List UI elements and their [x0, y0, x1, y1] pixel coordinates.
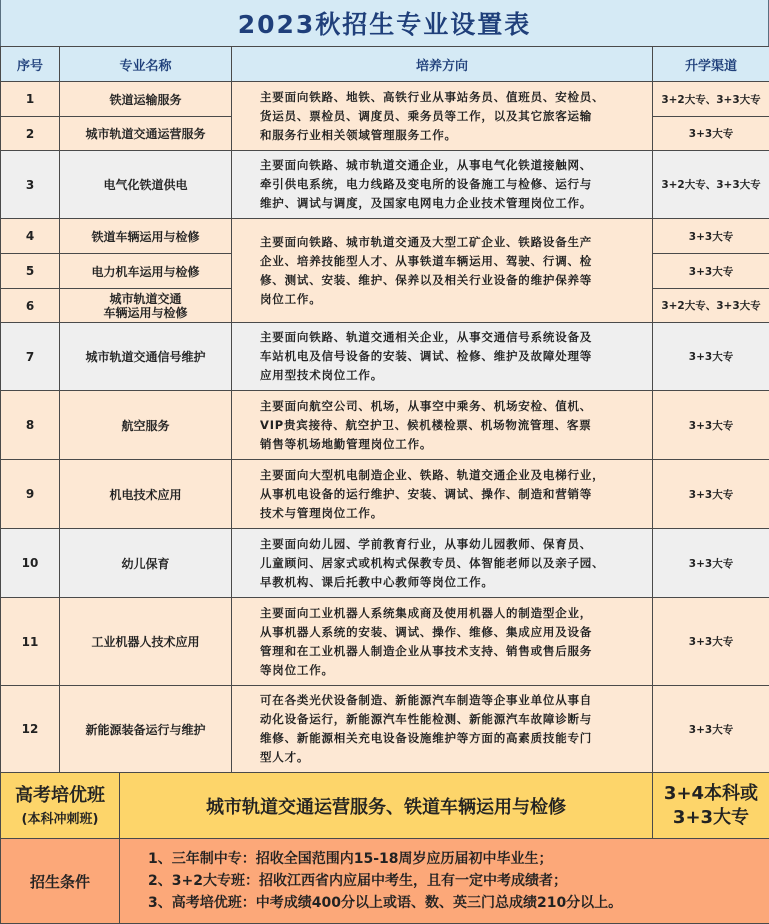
row-no: 6 [1, 289, 60, 323]
row-major: 新能源装备运行与维护 [60, 686, 232, 773]
row-channel: 3+3大专 [653, 460, 769, 529]
col-header-direction: 培养方向 [232, 47, 653, 82]
conditions-table [0, 838, 769, 924]
row-channel: 3+3大专 [653, 686, 769, 773]
table-row [1, 598, 769, 686]
highlight-class-majors: 城市轨道交通运营服务、铁道车辆运用与检修 [120, 773, 653, 839]
row-major: 城市轨道交通 车辆运用与检修 [60, 289, 232, 323]
row-major: 铁道运输服务 [60, 82, 232, 117]
row-direction: 可在各类光伏设备制造、新能源汽车制造等企事业单位从事自 动化设备运行，新能源汽车性能检测、新能源汽车故障诊断与 维修、新能源相关充电设备设施维护等方面的高素质技能专门 型人才。 [232, 686, 653, 773]
row-channel: 3+3大专 [653, 323, 769, 391]
row-direction: 主要面向航空公司、机场，从事空中乘务、机场安检、值机、 VIP贵宾接待、航空护卫、候机楼检票、机场物流管理、客票 销售等机场地勤管理岗位工作。 [232, 391, 653, 460]
table-row [1, 219, 769, 254]
row-channel: 3+2大专、3+3大专 [653, 151, 769, 219]
row-direction: 主要面向幼儿园、学前教育行业，从事幼儿园教师、保育员、 儿童顾问、居家式或机构式保教专员、体智能老师以及亲子园、 早教机构、课后托教中心教师等岗位工作。 [232, 529, 653, 598]
condition-item: 1、三年制中专：招收全国范围内15-18周岁应历届初中毕业生； [148, 848, 769, 870]
row-no: 12 [1, 686, 60, 773]
conditions-label: 招生条件 [1, 839, 120, 924]
condition-item: 2、3+2大专班：招收江西省内应届中考生，且有一定中考成绩者； [148, 870, 769, 892]
table-row [1, 323, 769, 391]
table-row [1, 391, 769, 460]
condition-item: 3、高考培优班：中考成绩400分以上或语、数、英三门总成绩210分以上。 [148, 892, 769, 914]
row-channel: 3+3大专 [653, 598, 769, 686]
highlight-class-label: 高考培优班 (本科冲刺班) [1, 773, 120, 839]
row-no: 2 [1, 117, 60, 151]
table-row [1, 460, 769, 529]
row-major: 电气化铁道供电 [60, 151, 232, 219]
row-major: 幼儿保育 [60, 529, 232, 598]
table-row [1, 686, 769, 773]
conditions-row [1, 839, 769, 924]
row-major: 城市轨道交通运营服务 [60, 117, 232, 151]
table-header-row [1, 47, 769, 82]
col-header-channel: 升学渠道 [653, 47, 769, 82]
highlight-class-table [0, 772, 769, 839]
table-row [1, 151, 769, 219]
row-no: 1 [1, 82, 60, 117]
row-no: 10 [1, 529, 60, 598]
row-channel: 3+3大专 [653, 391, 769, 460]
row-channel: 3+2大专、3+3大专 [653, 289, 769, 323]
row-channel: 3+3大专 [653, 529, 769, 598]
row-no: 11 [1, 598, 60, 686]
row-direction: 主要面向铁路、轨道交通相关企业，从事交通信号系统设备及 车站机电及信号设备的安装、调试、检修、维护及故障处理等 应用型技术岗位工作。 [232, 323, 653, 391]
row-direction: 主要面向工业机器人系统集成商及使用机器人的制造型企业， 从事机器人系统的安装、调试、操作、维修、集成应用及设备 管理和在工业机器人制造企业从事技术支持、销售或售后服务 等岗位工作。 [232, 598, 653, 686]
table-row [1, 529, 769, 598]
row-major: 铁道车辆运用与检修 [60, 219, 232, 254]
row-direction: 主要面向大型机电制造企业、铁路、轨道交通企业及电梯行业， 从事机电设备的运行维护、安装、调试、操作、制造和营销等 技术与管理岗位工作。 [232, 460, 653, 529]
highlight-class-row [1, 773, 769, 839]
page-title: 2023秋招生专业设置表 [0, 0, 769, 46]
row-direction: 主要面向铁路、城市轨道交通及大型工矿企业、铁路设备生产 企业、培养技能型人才、从事铁道车辆运用、驾驶、行调、检 修、测试、安装、维护、保养以及相关行业设备的维护保养等 岗位工作。 [232, 219, 653, 323]
row-major: 机电技术应用 [60, 460, 232, 529]
row-major: 电力机车运用与检修 [60, 254, 232, 289]
majors-table [0, 46, 769, 773]
row-major: 航空服务 [60, 391, 232, 460]
highlight-class-path: 3+4本科或 3+3大专 [653, 773, 769, 839]
row-major: 城市轨道交通信号维护 [60, 323, 232, 391]
row-major: 工业机器人技术应用 [60, 598, 232, 686]
col-header-major: 专业名称 [60, 47, 232, 82]
row-direction: 主要面向铁路、城市轨道交通企业，从事电气化铁道接触网、 牵引供电系统，电力线路及变电所的设备施工与检修、运行与 维护、调试与调度，及国家电网电力企业技术管理岗位工作。 [232, 151, 653, 219]
row-no: 7 [1, 323, 60, 391]
table-row [1, 82, 769, 117]
row-channel: 3+3大专 [653, 219, 769, 254]
row-no: 5 [1, 254, 60, 289]
row-no: 8 [1, 391, 60, 460]
conditions-list [120, 839, 769, 924]
row-channel: 3+3大专 [653, 254, 769, 289]
col-header-no: 序号 [1, 47, 60, 82]
row-no: 4 [1, 219, 60, 254]
row-channel: 3+3大专 [653, 117, 769, 151]
row-no: 9 [1, 460, 60, 529]
row-no: 3 [1, 151, 60, 219]
row-channel: 3+2大专、3+3大专 [653, 82, 769, 117]
row-direction: 主要面向铁路、地铁、高铁行业从事站务员、值班员、安检员、 货运员、票检员、调度员、乘务员等工作，以及其它旅客运输 和服务行业相关领域管理服务工作。 [232, 82, 653, 151]
